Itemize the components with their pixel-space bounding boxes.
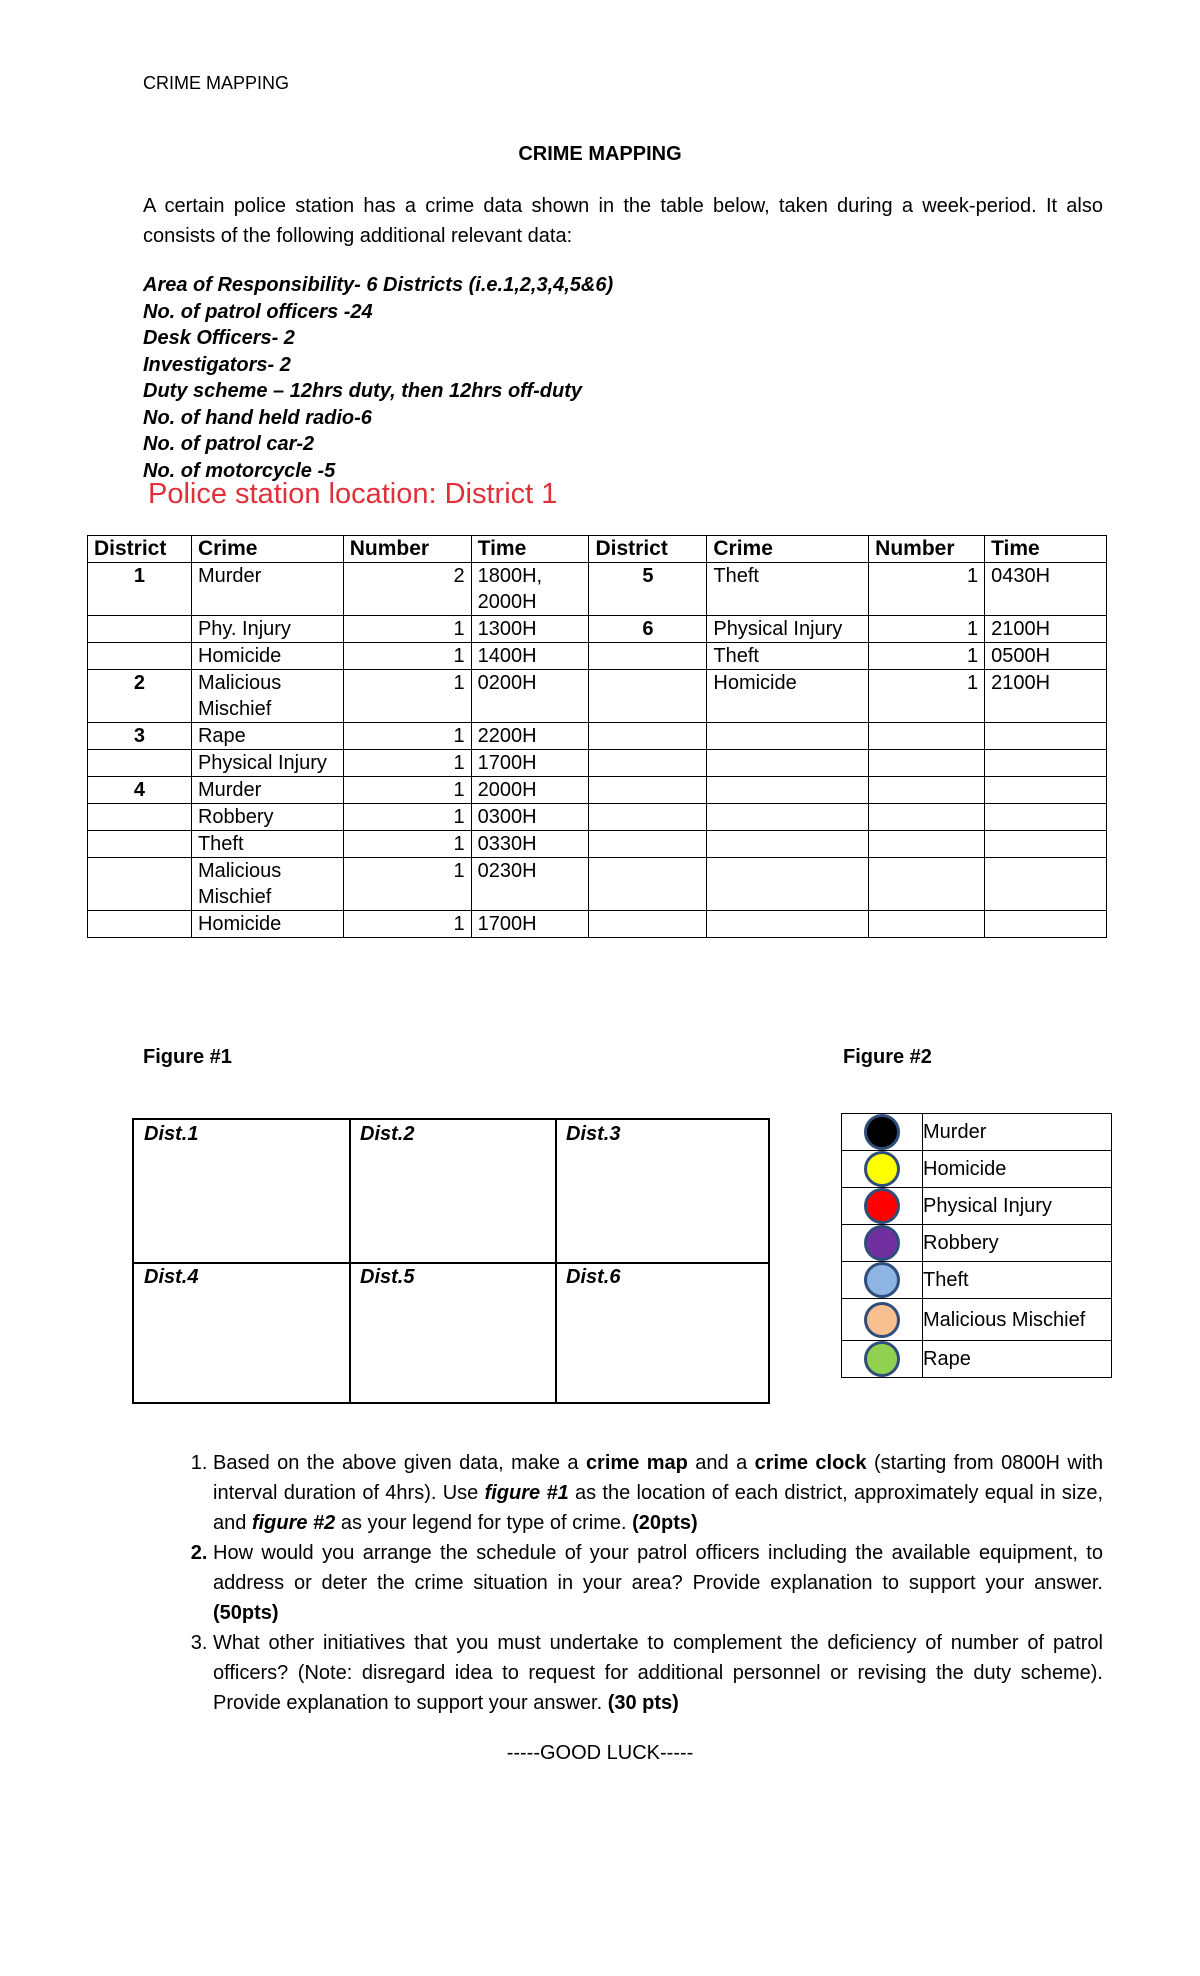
table-cell [707, 911, 869, 938]
col-header: District [88, 536, 192, 563]
legend-label: Rape [923, 1341, 1112, 1378]
table-cell: Theft [707, 643, 869, 670]
table-cell: Homicide [191, 643, 343, 670]
legend-item [842, 1151, 1112, 1188]
table-cell: 1 [343, 777, 471, 804]
fact-desk-officers: Desk Officers- 2 [143, 327, 295, 349]
table-cell [707, 723, 869, 750]
table-cell: 2100H [985, 670, 1107, 723]
col-header: Time [985, 536, 1107, 563]
table-cell: 0230H [471, 858, 589, 911]
table-cell: 1400H [471, 643, 589, 670]
table-cell: 0200H [471, 670, 589, 723]
table-cell [985, 831, 1107, 858]
table-cell [985, 777, 1107, 804]
table-cell [985, 858, 1107, 911]
table-cell [869, 723, 985, 750]
table-cell: 1 [869, 563, 985, 616]
circle-icon [864, 1151, 900, 1187]
legend-item [842, 1114, 1112, 1151]
legend-item [842, 1262, 1112, 1299]
table-cell: 2100H [985, 616, 1107, 643]
figure1-label: Figure #1 [143, 1046, 232, 1068]
running-header: CRIME MAPPING [143, 73, 290, 93]
fact-area: Area of Responsibility- 6 Districts (i.e.1,2,3,4,5&6) [143, 274, 614, 296]
table-cell [869, 911, 985, 938]
table-cell: 1 [343, 723, 471, 750]
district-map-grid [132, 1118, 770, 1404]
table-cell [589, 643, 707, 670]
table-cell: Physical Injury [707, 616, 869, 643]
legend-item [842, 1225, 1112, 1262]
table-cell: Robbery [191, 804, 343, 831]
table-cell: 1300H [471, 616, 589, 643]
table-cell [88, 643, 192, 670]
fact-radios: No. of hand held radio-6 [143, 406, 372, 429]
intro-paragraph: A certain police station has a crime data shown in the table below, taken during a week-period. It also consists of the following additional relevant data: [143, 195, 1103, 247]
circle-icon [864, 1188, 900, 1224]
table-cell: 6 [589, 616, 707, 643]
crime-data-table [87, 535, 1107, 938]
table-cell: 2200H [471, 723, 589, 750]
table-cell: 1 [869, 643, 985, 670]
table-cell: 1 [343, 911, 471, 938]
table-cell: 1 [343, 750, 471, 777]
table-cell [589, 804, 707, 831]
table-cell [869, 804, 985, 831]
table-header-row [88, 536, 1107, 563]
table-cell [985, 723, 1107, 750]
col-header: Crime [707, 536, 869, 563]
table-cell: 1700H [471, 911, 589, 938]
circle-icon [864, 1341, 900, 1377]
table-cell: Physical Injury [191, 750, 343, 777]
table-cell: Rape [191, 723, 343, 750]
table-cell [589, 831, 707, 858]
district-cell-6: Dist.6 [555, 1262, 769, 1403]
table-cell [589, 750, 707, 777]
table-cell [88, 911, 192, 938]
table-cell: 5 [589, 563, 707, 616]
table-cell: 3 [88, 723, 192, 750]
table-cell [589, 777, 707, 804]
table-cell: Malicious Mischief [191, 670, 343, 723]
circle-icon [864, 1302, 900, 1338]
table-row [88, 750, 1107, 777]
fact-duty-scheme: Duty scheme – 12hrs duty, then 12hrs off-duty [143, 380, 582, 402]
table-cell [869, 750, 985, 777]
fact-patrol-officers: No. of patrol officers -24 [143, 300, 373, 323]
question-list [143, 1448, 1103, 1718]
legend-swatch [842, 1299, 923, 1341]
page-title: CRIME MAPPING [518, 143, 682, 165]
table-cell: 0330H [471, 831, 589, 858]
table-cell: 0500H [985, 643, 1107, 670]
table-cell: 1800H, 2000H [471, 563, 589, 616]
table-cell: 4 [88, 777, 192, 804]
legend-label: Homicide [923, 1151, 1112, 1188]
district-cell-1: Dist.1 [133, 1119, 351, 1264]
table-cell [869, 831, 985, 858]
col-header: Number [343, 536, 471, 563]
table-cell: Homicide [191, 911, 343, 938]
table-cell: 2 [88, 670, 192, 723]
table-cell: Murder [191, 777, 343, 804]
table-cell: Murder [191, 563, 343, 616]
table-cell: Theft [707, 563, 869, 616]
table-cell [589, 858, 707, 911]
table-row [88, 643, 1107, 670]
legend-swatch [842, 1114, 923, 1151]
table-row [88, 723, 1107, 750]
col-header: Time [471, 536, 589, 563]
legend-label: Malicious Mischief [923, 1299, 1112, 1341]
station-location: Police station location: District 1 [148, 478, 558, 510]
crime-legend [841, 1113, 1112, 1378]
table-row [88, 616, 1107, 643]
legend-swatch [842, 1225, 923, 1262]
legend-swatch [842, 1341, 923, 1378]
question-1: 1. Based on the above given data, make a crime map and a crime clock (starting from 0800H with interval duration of 4hrs). Use figure #1 as the location of each district, approximately equal in size, and figure #2 as your legend for type of crime. (20pts) [213, 1448, 1103, 1538]
legend-swatch [842, 1188, 923, 1225]
legend-label: Physical Injury [923, 1188, 1112, 1225]
col-header: Number [869, 536, 985, 563]
table-row [88, 831, 1107, 858]
legend-item [842, 1341, 1112, 1378]
table-cell [88, 804, 192, 831]
circle-icon [864, 1225, 900, 1261]
table-cell: 1 [88, 563, 192, 616]
table-cell: Theft [191, 831, 343, 858]
circle-icon [864, 1114, 900, 1150]
circle-icon [864, 1262, 900, 1298]
table-cell: 2000H [471, 777, 589, 804]
table-cell: 1 [343, 643, 471, 670]
table-cell [88, 750, 192, 777]
district-cell-3: Dist.3 [555, 1119, 769, 1264]
table-cell [985, 750, 1107, 777]
legend-label: Murder [923, 1114, 1112, 1151]
figure2-label: Figure #2 [843, 1046, 932, 1068]
question-3: 3. What other initiatives that you must undertake to complement the deficiency of number of patrol officers? (Note: disregard idea to request for additional personnel or revising the duty scheme). Provide explanation to support your answer. (30 pts) [213, 1628, 1103, 1718]
table-cell: 1 [343, 670, 471, 723]
closing-text: -----GOOD LUCK----- [506, 1742, 694, 1764]
table-cell: 1 [869, 670, 985, 723]
table-cell: 1 [343, 804, 471, 831]
district-cell-2: Dist.2 [349, 1119, 557, 1264]
fact-motorcycles: No. of motorcycle -5 [143, 459, 336, 482]
table-row [88, 804, 1107, 831]
table-row [88, 858, 1107, 911]
table-row [88, 670, 1107, 723]
table-cell: 0430H [985, 563, 1107, 616]
table-row [88, 563, 1107, 616]
col-header: Crime [191, 536, 343, 563]
legend-swatch [842, 1262, 923, 1299]
table-cell: Malicious Mischief [191, 858, 343, 911]
table-cell [589, 723, 707, 750]
district-cell-5: Dist.5 [349, 1262, 557, 1403]
fact-patrol-cars: No. of patrol car-2 [143, 433, 315, 455]
legend-label: Robbery [923, 1225, 1112, 1262]
table-cell: 1 [869, 616, 985, 643]
table-cell [707, 804, 869, 831]
question-2: 2. How would you arrange the schedule of your patrol officers including the available equipment, to address or deter the crime situation in your area? Provide explanation to support your answer.(50pts) [213, 1538, 1103, 1628]
table-cell [88, 616, 192, 643]
col-header: District [589, 536, 707, 563]
legend-item [842, 1299, 1112, 1341]
table-cell [88, 858, 192, 911]
fact-investigators: Investigators- 2 [143, 353, 291, 376]
district-cell-4: Dist.4 [133, 1262, 351, 1403]
table-cell [869, 777, 985, 804]
table-cell [707, 777, 869, 804]
table-cell [707, 750, 869, 777]
table-cell: 1700H [471, 750, 589, 777]
table-cell: Homicide [707, 670, 869, 723]
table-cell: 1 [343, 858, 471, 911]
table-cell: 0300H [471, 804, 589, 831]
table-cell: 2 [343, 563, 471, 616]
table-cell: Phy. Injury [191, 616, 343, 643]
table-row [88, 777, 1107, 804]
table-cell [589, 911, 707, 938]
table-cell [88, 831, 192, 858]
table-cell [869, 858, 985, 911]
table-cell: 1 [343, 616, 471, 643]
table-cell: 1 [343, 831, 471, 858]
table-cell [589, 670, 707, 723]
table-cell [707, 831, 869, 858]
table-cell [707, 858, 869, 911]
table-row [88, 911, 1107, 938]
relevant-data-list [143, 272, 613, 484]
table-cell [985, 911, 1107, 938]
legend-swatch [842, 1151, 923, 1188]
table-cell [985, 804, 1107, 831]
legend-item [842, 1188, 1112, 1225]
legend-label: Theft [923, 1262, 1112, 1299]
